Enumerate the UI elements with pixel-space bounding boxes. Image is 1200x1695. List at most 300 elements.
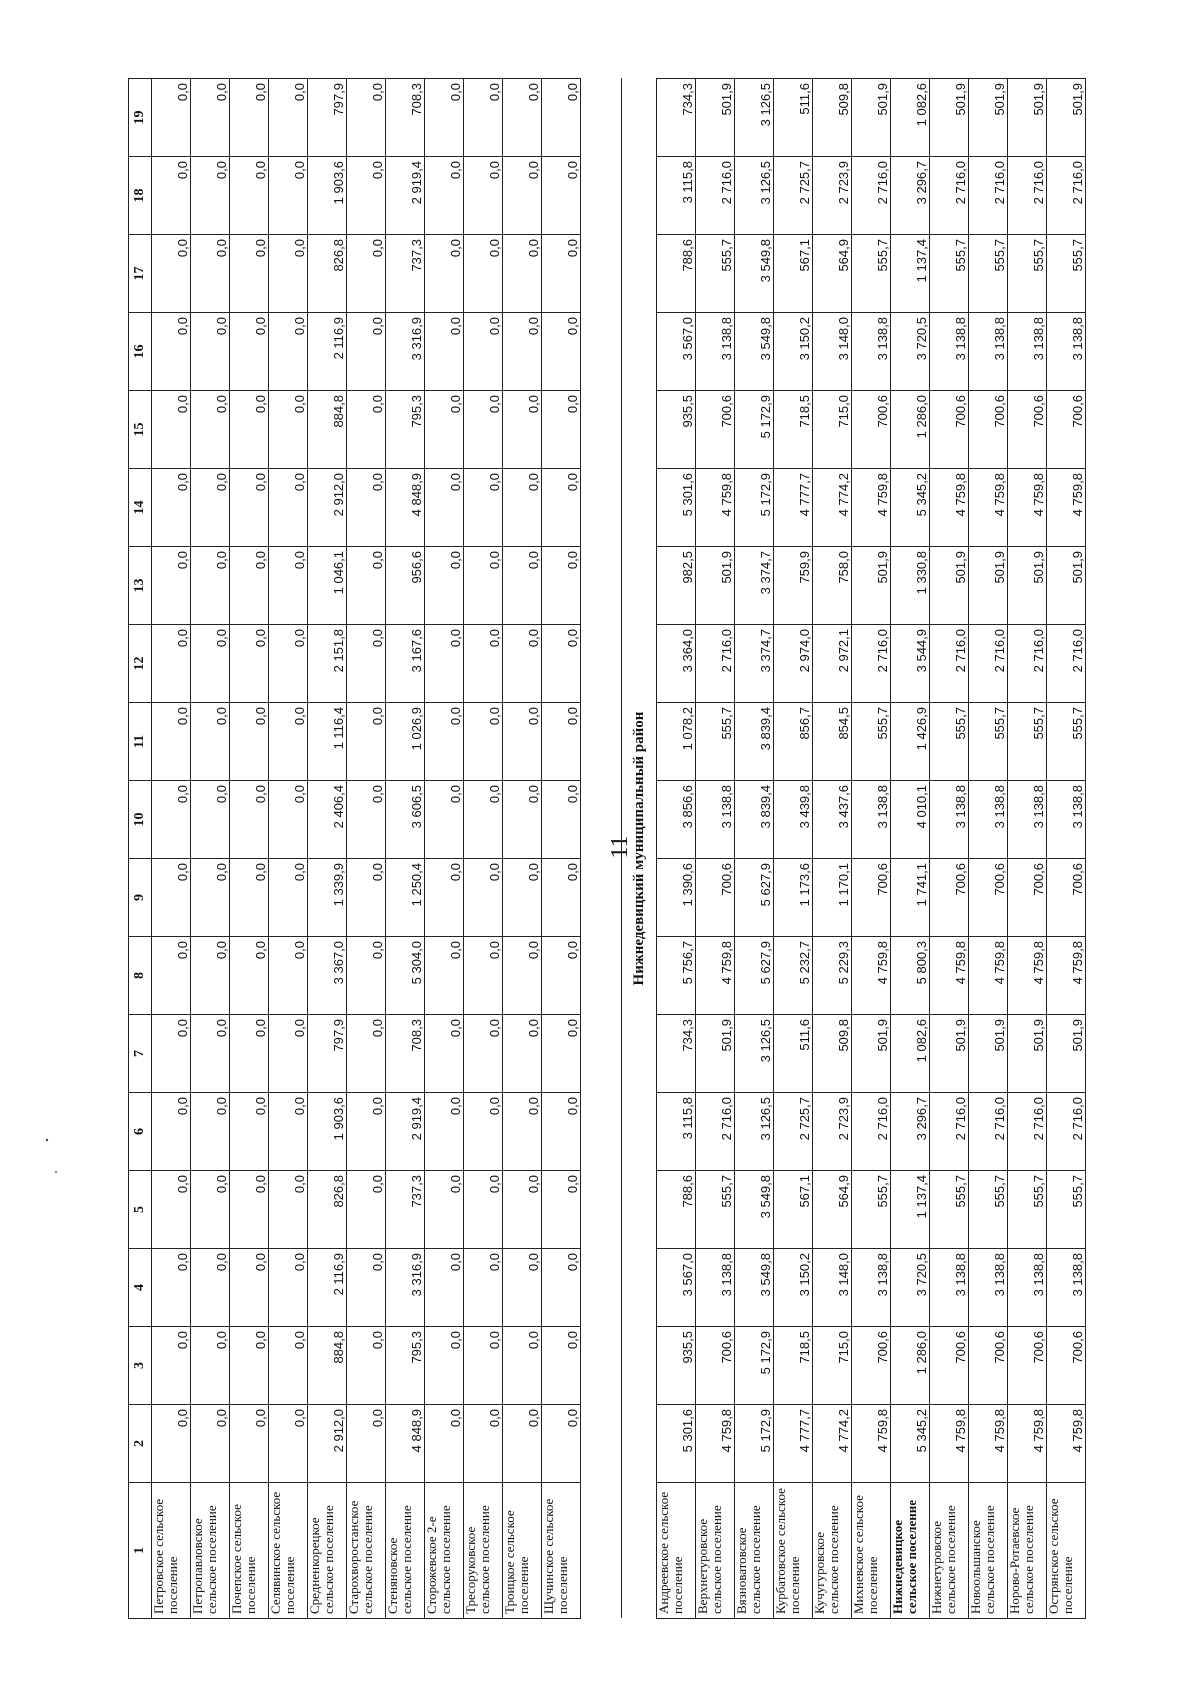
settlement-name: Селявинское сельское поселение xyxy=(269,1483,308,1619)
column-number: 5 xyxy=(129,1171,152,1249)
value-cell: 0,0 xyxy=(191,859,230,937)
value-cell: 555,7 xyxy=(852,235,891,313)
value-cell: 700,6 xyxy=(1008,859,1047,937)
value-cell: 0,0 xyxy=(152,1249,191,1327)
settlement-name: Почепское сельское поселение xyxy=(230,1483,269,1619)
value-cell: 700,6 xyxy=(969,859,1008,937)
settlement-name: Нижнетуровское сельское поселение xyxy=(930,1483,969,1619)
column-number: 4 xyxy=(129,1249,152,1327)
value-cell: 4 848,9 xyxy=(386,1405,425,1483)
value-cell: 501,9 xyxy=(969,1015,1008,1093)
value-cell: 5 756,7 xyxy=(657,937,696,1015)
value-cell: 0,0 xyxy=(152,1327,191,1405)
value-cell: 734,3 xyxy=(657,1015,696,1093)
value-cell: 555,7 xyxy=(969,1171,1008,1249)
value-cell: 1 426,9 xyxy=(891,703,930,781)
value-cell: 0,0 xyxy=(347,703,386,781)
value-cell: 0,0 xyxy=(542,625,581,703)
value-cell: 0,0 xyxy=(425,1171,464,1249)
value-cell: 2 974,0 xyxy=(774,625,813,703)
value-cell: 0,0 xyxy=(191,1171,230,1249)
value-cell: 0,0 xyxy=(425,1249,464,1327)
value-cell: 4 759,8 xyxy=(969,1405,1008,1483)
value-cell: 0,0 xyxy=(347,1405,386,1483)
value-cell: 0,0 xyxy=(269,703,308,781)
value-cell: 700,6 xyxy=(1047,391,1086,469)
value-cell: 2 723,9 xyxy=(813,1093,852,1171)
table-row xyxy=(930,79,969,1619)
value-cell: 0,0 xyxy=(464,1327,503,1405)
table-row xyxy=(735,79,774,1619)
value-cell: 2 919,4 xyxy=(386,1093,425,1171)
value-cell: 3 439,8 xyxy=(774,781,813,859)
value-cell: 501,9 xyxy=(1008,547,1047,625)
value-cell: 0,0 xyxy=(503,1249,542,1327)
column-number: 9 xyxy=(129,859,152,937)
value-cell: 797,9 xyxy=(308,79,347,157)
value-cell: 3 138,8 xyxy=(969,313,1008,391)
value-cell: 2 716,0 xyxy=(696,625,735,703)
value-cell: 3 138,8 xyxy=(969,1249,1008,1327)
value-cell: 2 912,0 xyxy=(308,1405,347,1483)
value-cell: 0,0 xyxy=(230,1327,269,1405)
column-number: 18 xyxy=(129,157,152,235)
value-cell: 3 374,7 xyxy=(735,625,774,703)
value-cell: 0,0 xyxy=(269,1015,308,1093)
value-cell: 3 606,5 xyxy=(386,781,425,859)
value-cell: 0,0 xyxy=(542,235,581,313)
settlement-name: Средненкорецкое сельское поселение xyxy=(308,1483,347,1619)
value-cell: 1 390,6 xyxy=(657,859,696,937)
value-cell: 0,0 xyxy=(269,235,308,313)
value-cell: 0,0 xyxy=(542,1171,581,1249)
column-number: 2 xyxy=(129,1405,152,1483)
settlement-name: Нижнедевицкое сельское поселение xyxy=(891,1483,930,1619)
value-cell: 501,9 xyxy=(1047,79,1086,157)
column-number: 6 xyxy=(129,1093,152,1171)
value-cell: 567,1 xyxy=(774,1171,813,1249)
value-cell: 0,0 xyxy=(542,1015,581,1093)
value-cell: 2 151,8 xyxy=(308,625,347,703)
column-number: 17 xyxy=(129,235,152,313)
group1-rows xyxy=(152,79,581,1619)
value-cell: 5 627,9 xyxy=(735,937,774,1015)
value-cell: 511,6 xyxy=(774,79,813,157)
value-cell: 4 759,8 xyxy=(930,937,969,1015)
value-cell: 5 345,2 xyxy=(891,1405,930,1483)
value-cell: 700,6 xyxy=(1008,1327,1047,1405)
table-row xyxy=(386,79,425,1619)
value-cell: 0,0 xyxy=(347,547,386,625)
value-cell: 501,9 xyxy=(930,1015,969,1093)
value-cell: 0,0 xyxy=(269,79,308,157)
value-cell: 0,0 xyxy=(503,1171,542,1249)
value-cell: 5 229,3 xyxy=(813,937,852,1015)
value-cell: 0,0 xyxy=(269,625,308,703)
value-cell: 0,0 xyxy=(269,469,308,547)
value-cell: 0,0 xyxy=(152,859,191,937)
value-cell: 0,0 xyxy=(152,937,191,1015)
value-cell: 3 138,8 xyxy=(1047,1249,1086,1327)
value-cell: 1 903,6 xyxy=(308,157,347,235)
value-cell: 0,0 xyxy=(503,859,542,937)
value-cell: 0,0 xyxy=(503,1327,542,1405)
value-cell: 555,7 xyxy=(930,235,969,313)
value-cell: 700,6 xyxy=(696,391,735,469)
value-cell: 2 716,0 xyxy=(969,157,1008,235)
value-cell: 0,0 xyxy=(191,313,230,391)
value-cell: 0,0 xyxy=(503,937,542,1015)
value-cell: 3 150,2 xyxy=(774,1249,813,1327)
table-row xyxy=(503,79,542,1619)
table-row xyxy=(774,79,813,1619)
value-cell: 0,0 xyxy=(191,781,230,859)
value-cell: 0,0 xyxy=(347,1015,386,1093)
value-cell: 0,0 xyxy=(269,1171,308,1249)
table-row xyxy=(425,79,464,1619)
table-row xyxy=(269,79,308,1619)
value-cell: 4 848,9 xyxy=(386,469,425,547)
column-number: 8 xyxy=(129,937,152,1015)
value-cell: 0,0 xyxy=(347,391,386,469)
value-cell: 1 339,9 xyxy=(308,859,347,937)
value-cell: 501,9 xyxy=(852,547,891,625)
value-cell: 0,0 xyxy=(542,1093,581,1171)
value-cell: 0,0 xyxy=(425,1327,464,1405)
value-cell: 0,0 xyxy=(464,1015,503,1093)
value-cell: 2 716,0 xyxy=(1008,157,1047,235)
value-cell: 0,0 xyxy=(464,859,503,937)
value-cell: 935,5 xyxy=(657,391,696,469)
value-cell: 0,0 xyxy=(503,547,542,625)
value-cell: 0,0 xyxy=(542,547,581,625)
column-number: 10 xyxy=(129,781,152,859)
value-cell: 0,0 xyxy=(269,157,308,235)
value-cell: 0,0 xyxy=(503,235,542,313)
value-cell: 0,0 xyxy=(425,79,464,157)
gap-row xyxy=(581,79,622,1619)
value-cell: 2 716,0 xyxy=(696,157,735,235)
value-cell: 3 138,8 xyxy=(930,1249,969,1327)
value-cell: 5 800,3 xyxy=(891,937,930,1015)
value-cell: 0,0 xyxy=(230,157,269,235)
value-cell: 501,9 xyxy=(696,547,735,625)
column-number: 13 xyxy=(129,547,152,625)
settlement-name: Вязноватовское сельское поселение xyxy=(735,1483,774,1619)
value-cell: 0,0 xyxy=(152,235,191,313)
value-cell: 4 759,8 xyxy=(969,469,1008,547)
settlement-name: Курбатовское сельское поселение xyxy=(774,1483,813,1619)
settlement-name: Норово-Ротаевское сельское поселение xyxy=(1008,1483,1047,1619)
value-cell: 4 759,8 xyxy=(852,1405,891,1483)
value-cell: 3 364,0 xyxy=(657,625,696,703)
value-cell: 0,0 xyxy=(191,469,230,547)
value-cell: 0,0 xyxy=(191,1327,230,1405)
value-cell: 2 716,0 xyxy=(852,157,891,235)
value-cell: 3 138,8 xyxy=(696,781,735,859)
value-cell: 0,0 xyxy=(230,781,269,859)
value-cell: 2 725,7 xyxy=(774,1093,813,1171)
value-cell: 0,0 xyxy=(464,469,503,547)
value-cell: 0,0 xyxy=(152,469,191,547)
value-cell: 884,8 xyxy=(308,391,347,469)
value-cell: 3 567,0 xyxy=(657,313,696,391)
value-cell: 4 759,8 xyxy=(930,1405,969,1483)
value-cell: 0,0 xyxy=(230,313,269,391)
value-cell: 700,6 xyxy=(930,859,969,937)
value-cell: 3 549,8 xyxy=(735,235,774,313)
value-cell: 3 567,0 xyxy=(657,1249,696,1327)
value-cell: 0,0 xyxy=(425,625,464,703)
value-cell: 4 759,8 xyxy=(852,469,891,547)
value-cell: 0,0 xyxy=(464,79,503,157)
column-number: 3 xyxy=(129,1327,152,1405)
value-cell: 1 286,0 xyxy=(891,391,930,469)
value-cell: 2 716,0 xyxy=(930,1093,969,1171)
value-cell: 3 316,9 xyxy=(386,1249,425,1327)
value-cell: 0,0 xyxy=(191,1015,230,1093)
value-cell: 4 759,8 xyxy=(1008,1405,1047,1483)
value-cell: 982,5 xyxy=(657,547,696,625)
value-cell: 501,9 xyxy=(1008,79,1047,157)
value-cell: 0,0 xyxy=(230,1015,269,1093)
value-cell: 1 116,4 xyxy=(308,703,347,781)
value-cell: 501,9 xyxy=(1047,1015,1086,1093)
value-cell: 555,7 xyxy=(696,1171,735,1249)
value-cell: 3 437,6 xyxy=(813,781,852,859)
value-cell: 1 173,6 xyxy=(774,859,813,937)
value-cell: 0,0 xyxy=(503,625,542,703)
value-cell: 3 138,8 xyxy=(852,1249,891,1327)
value-cell: 0,0 xyxy=(347,781,386,859)
value-cell: 0,0 xyxy=(464,1249,503,1327)
value-cell: 3 549,8 xyxy=(735,1171,774,1249)
value-cell: 708,3 xyxy=(386,79,425,157)
value-cell: 0,0 xyxy=(269,313,308,391)
value-cell: 2 725,7 xyxy=(774,157,813,235)
value-cell: 0,0 xyxy=(464,547,503,625)
value-cell: 0,0 xyxy=(191,157,230,235)
value-cell: 0,0 xyxy=(230,625,269,703)
group2-rows xyxy=(657,79,1086,1619)
table-row xyxy=(191,79,230,1619)
value-cell: 0,0 xyxy=(230,1093,269,1171)
value-cell: 0,0 xyxy=(503,79,542,157)
value-cell: 759,9 xyxy=(774,547,813,625)
value-cell: 509,8 xyxy=(813,79,852,157)
value-cell: 3 126,5 xyxy=(735,79,774,157)
value-cell: 718,5 xyxy=(774,391,813,469)
value-cell: 0,0 xyxy=(347,235,386,313)
value-cell: 0,0 xyxy=(347,859,386,937)
value-cell: 2 972,1 xyxy=(813,625,852,703)
value-cell: 1 046,1 xyxy=(308,547,347,625)
value-cell: 4 774,2 xyxy=(813,469,852,547)
value-cell: 0,0 xyxy=(542,157,581,235)
value-cell: 935,5 xyxy=(657,1327,696,1405)
value-cell: 0,0 xyxy=(347,1093,386,1171)
table-row xyxy=(347,79,386,1619)
value-cell: 0,0 xyxy=(269,781,308,859)
value-cell: 788,6 xyxy=(657,235,696,313)
value-cell: 0,0 xyxy=(152,157,191,235)
value-cell: 795,3 xyxy=(386,1327,425,1405)
value-cell: 0,0 xyxy=(191,1249,230,1327)
value-cell: 0,0 xyxy=(425,313,464,391)
section-title: Нижнедевицкий муниципальный район xyxy=(622,79,657,1619)
value-cell: 0,0 xyxy=(425,235,464,313)
value-cell: 0,0 xyxy=(191,937,230,1015)
value-cell: 3 296,7 xyxy=(891,157,930,235)
value-cell: 0,0 xyxy=(503,391,542,469)
value-cell: 1 250,4 xyxy=(386,859,425,937)
value-cell: 0,0 xyxy=(347,937,386,1015)
value-cell: 708,3 xyxy=(386,1015,425,1093)
value-cell: 3 167,6 xyxy=(386,625,425,703)
value-cell: 0,0 xyxy=(542,391,581,469)
value-cell: 555,7 xyxy=(1047,1171,1086,1249)
value-cell: 2 716,0 xyxy=(1047,157,1086,235)
value-cell: 2 919,4 xyxy=(386,157,425,235)
value-cell: 0,0 xyxy=(425,1015,464,1093)
value-cell: 3 115,8 xyxy=(657,1093,696,1171)
table-row xyxy=(542,79,581,1619)
value-cell: 0,0 xyxy=(269,1249,308,1327)
table-row xyxy=(308,79,347,1619)
settlement-name: Андреевское сельское поселение xyxy=(657,1483,696,1619)
value-cell: 0,0 xyxy=(542,313,581,391)
column-number: 7 xyxy=(129,1015,152,1093)
value-cell: 0,0 xyxy=(542,859,581,937)
value-cell: 3 374,7 xyxy=(735,547,774,625)
value-cell: 0,0 xyxy=(464,781,503,859)
value-cell: 4 759,8 xyxy=(1047,469,1086,547)
value-cell: 2 716,0 xyxy=(969,625,1008,703)
value-cell: 3 148,0 xyxy=(813,1249,852,1327)
column-number: 14 xyxy=(129,469,152,547)
value-cell: 795,3 xyxy=(386,391,425,469)
value-cell: 758,0 xyxy=(813,547,852,625)
value-cell: 1 026,9 xyxy=(386,703,425,781)
value-cell: 0,0 xyxy=(230,235,269,313)
table-row xyxy=(813,79,852,1619)
value-cell: 956,6 xyxy=(386,547,425,625)
table-row xyxy=(1047,79,1086,1619)
value-cell: 2 912,0 xyxy=(308,469,347,547)
settlement-name: Сторожевское 2-е сельское поселение xyxy=(425,1483,464,1619)
value-cell: 4 759,8 xyxy=(930,469,969,547)
value-cell: 0,0 xyxy=(191,391,230,469)
value-cell: 3 839,4 xyxy=(735,703,774,781)
value-cell: 2 716,0 xyxy=(1008,1093,1047,1171)
value-cell: 826,8 xyxy=(308,1171,347,1249)
value-cell: 1 286,0 xyxy=(891,1327,930,1405)
value-cell: 0,0 xyxy=(347,625,386,703)
value-cell: 3 138,8 xyxy=(930,781,969,859)
speck xyxy=(46,1139,48,1141)
value-cell: 0,0 xyxy=(464,235,503,313)
value-cell: 3 856,6 xyxy=(657,781,696,859)
value-cell: 1 903,6 xyxy=(308,1093,347,1171)
data-table xyxy=(128,78,1086,1619)
value-cell: 0,0 xyxy=(464,937,503,1015)
value-cell: 4 759,8 xyxy=(1008,937,1047,1015)
value-cell: 0,0 xyxy=(230,1249,269,1327)
value-cell: 0,0 xyxy=(230,1171,269,1249)
value-cell: 2 716,0 xyxy=(1047,625,1086,703)
table-row xyxy=(464,79,503,1619)
value-cell: 0,0 xyxy=(230,391,269,469)
value-cell: 2 716,0 xyxy=(852,625,891,703)
value-cell: 797,9 xyxy=(308,1015,347,1093)
value-cell: 0,0 xyxy=(152,1405,191,1483)
value-cell: 0,0 xyxy=(152,1015,191,1093)
settlement-name: Михневское сельское поселение xyxy=(852,1483,891,1619)
value-cell: 1 137,4 xyxy=(891,235,930,313)
value-cell: 0,0 xyxy=(503,1015,542,1093)
value-cell: 555,7 xyxy=(930,1171,969,1249)
value-cell: 4 759,8 xyxy=(1008,469,1047,547)
value-cell: 0,0 xyxy=(152,79,191,157)
value-cell: 1 078,2 xyxy=(657,703,696,781)
value-cell: 0,0 xyxy=(152,313,191,391)
column-number: 1 xyxy=(129,1483,152,1619)
value-cell: 715,0 xyxy=(813,391,852,469)
value-cell: 2 716,0 xyxy=(1047,1093,1086,1171)
column-number: 11 xyxy=(129,703,152,781)
value-cell: 501,9 xyxy=(930,547,969,625)
value-cell: 1 137,4 xyxy=(891,1171,930,1249)
value-cell: 4 759,8 xyxy=(1047,1405,1086,1483)
value-cell: 3 126,5 xyxy=(735,1093,774,1171)
value-cell: 0,0 xyxy=(152,1171,191,1249)
value-cell: 4 759,8 xyxy=(852,937,891,1015)
value-cell: 0,0 xyxy=(425,391,464,469)
value-cell: 700,6 xyxy=(852,391,891,469)
value-cell: 4 759,8 xyxy=(696,1405,735,1483)
value-cell: 5 304,0 xyxy=(386,937,425,1015)
table-row xyxy=(230,79,269,1619)
value-cell: 3 150,2 xyxy=(774,313,813,391)
value-cell: 700,6 xyxy=(696,1327,735,1405)
value-cell: 3 138,8 xyxy=(1008,1249,1047,1327)
value-cell: 0,0 xyxy=(230,703,269,781)
value-cell: 856,7 xyxy=(774,703,813,781)
value-cell: 0,0 xyxy=(230,79,269,157)
value-cell: 4 759,8 xyxy=(696,469,735,547)
value-cell: 0,0 xyxy=(464,391,503,469)
value-cell: 884,8 xyxy=(308,1327,347,1405)
value-cell: 3 138,8 xyxy=(1008,313,1047,391)
value-cell: 0,0 xyxy=(152,625,191,703)
settlement-name: Петровское сельское поселение xyxy=(152,1483,191,1619)
value-cell: 0,0 xyxy=(464,157,503,235)
value-cell: 5 172,9 xyxy=(735,391,774,469)
value-cell: 2 116,9 xyxy=(308,313,347,391)
value-cell: 0,0 xyxy=(425,1093,464,1171)
value-cell: 5 627,9 xyxy=(735,859,774,937)
value-cell: 4 010,1 xyxy=(891,781,930,859)
value-cell: 555,7 xyxy=(1008,1171,1047,1249)
value-cell: 700,6 xyxy=(1008,391,1047,469)
value-cell: 700,6 xyxy=(1047,1327,1086,1405)
value-cell: 3 839,4 xyxy=(735,781,774,859)
value-cell: 2 716,0 xyxy=(969,1093,1008,1171)
value-cell: 564,9 xyxy=(813,235,852,313)
gap-cell xyxy=(581,79,622,1619)
value-cell: 2 716,0 xyxy=(696,1093,735,1171)
value-cell: 0,0 xyxy=(425,703,464,781)
